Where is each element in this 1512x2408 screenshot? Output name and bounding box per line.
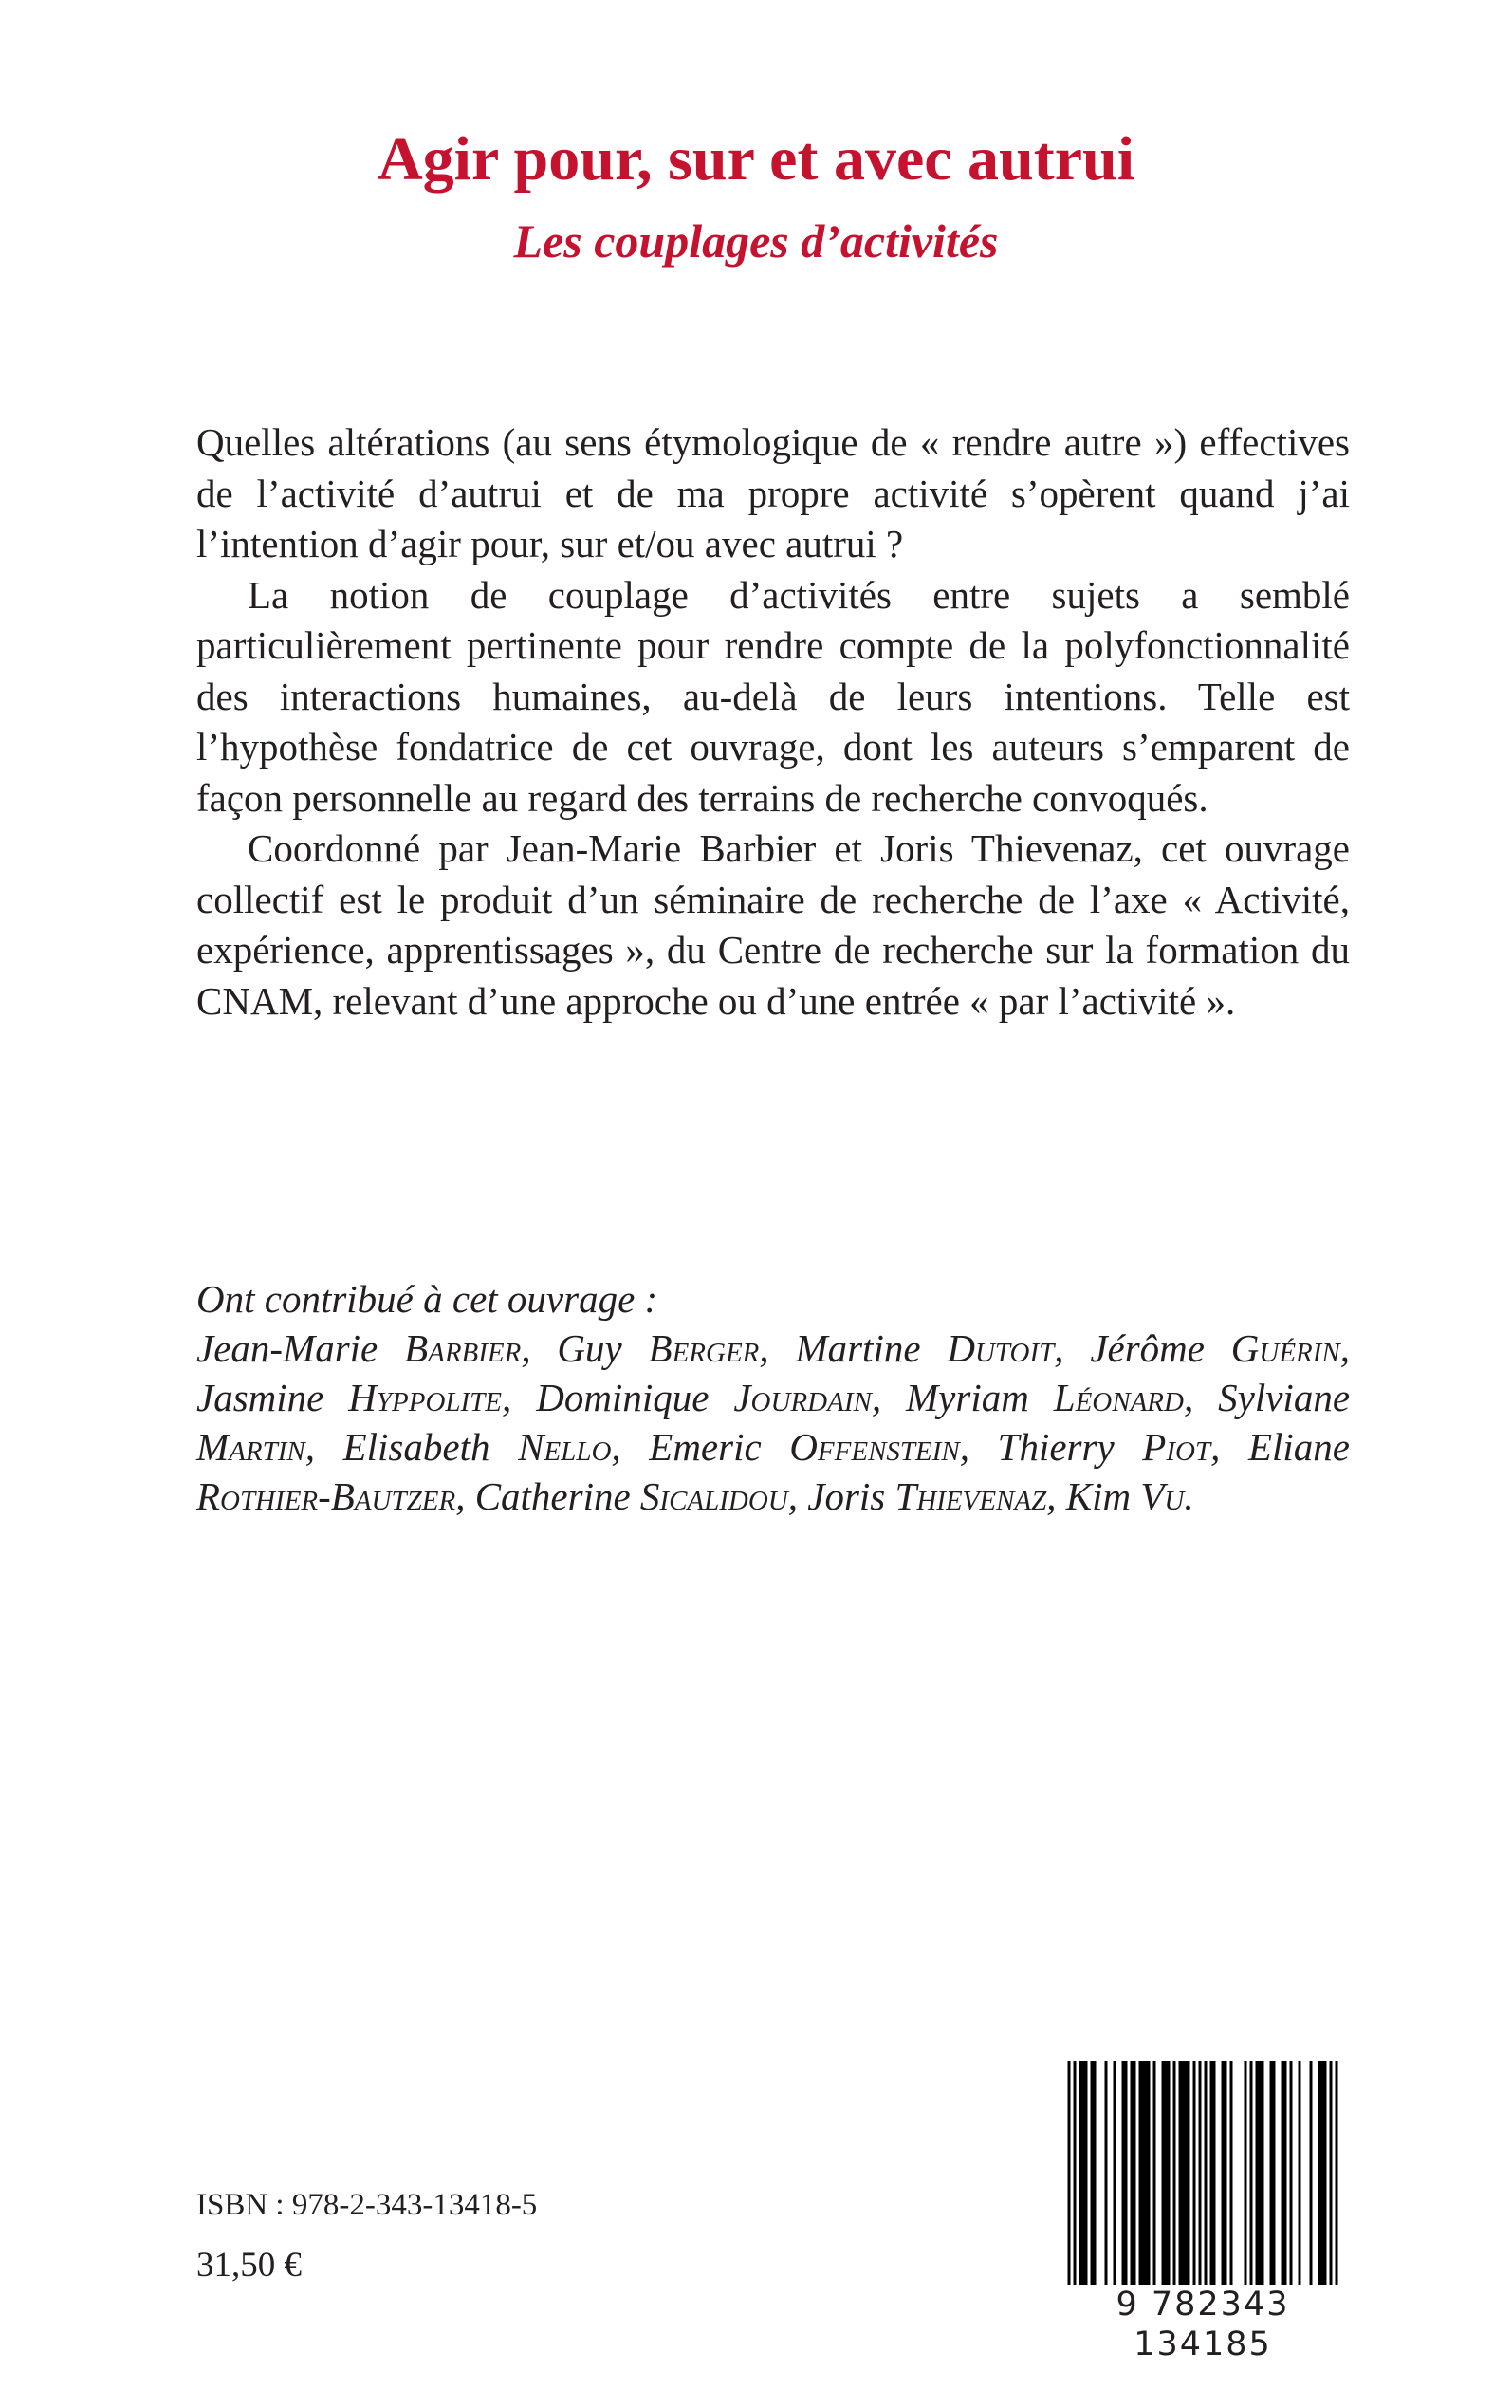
contributor-separator: , bbox=[759, 1326, 769, 1370]
barcode-bar bbox=[1082, 2061, 1085, 2287]
contributor-last-name: Rothier-Bautzer bbox=[196, 1474, 456, 1518]
barcode-bar bbox=[1148, 2061, 1151, 2287]
barcode-bar bbox=[1284, 2061, 1287, 2287]
contributor-last-name: Berger bbox=[648, 1326, 760, 1370]
barcode-bar bbox=[1250, 2061, 1253, 2287]
contributor-separator: , bbox=[1210, 1425, 1221, 1469]
barcode-bar bbox=[1153, 2061, 1156, 2287]
contributor-first-name: Martine bbox=[795, 1326, 948, 1370]
contributor bbox=[649, 1425, 969, 1469]
barcode-bar bbox=[1222, 2061, 1225, 2287]
barcode-bar bbox=[1299, 2061, 1301, 2287]
contributor-last-name: Offenstein bbox=[789, 1425, 960, 1469]
contributor-last-name: Piot bbox=[1142, 1425, 1211, 1469]
contributor bbox=[998, 1425, 1221, 1469]
barcode-bar bbox=[1225, 2061, 1227, 2287]
barcode-bars bbox=[1060, 2057, 1345, 2294]
barcode-bar bbox=[1079, 2061, 1082, 2287]
contributor-separator: , bbox=[1183, 1376, 1194, 1419]
isbn: ISBN : 978-2-343-13418-5 bbox=[196, 2188, 538, 2222]
blurb bbox=[196, 417, 1350, 1027]
contributor-separator: , bbox=[455, 1474, 466, 1518]
contributors-list bbox=[196, 1326, 1350, 1518]
barcode-bar bbox=[1245, 2061, 1247, 2287]
barcode-bar bbox=[1193, 2061, 1196, 2287]
contributor-last-name: Thievenaz bbox=[894, 1474, 1047, 1518]
barcode-bar bbox=[1310, 2061, 1313, 2287]
contributor-last-name: Martin bbox=[196, 1425, 305, 1469]
barcode-bar bbox=[1125, 2061, 1128, 2287]
barcode-bar bbox=[1199, 2061, 1202, 2294]
contributor-first-name: Thierry bbox=[997, 1425, 1143, 1469]
book-title: Agir pour, sur et avec autrui bbox=[377, 124, 1135, 194]
contributor-first-name: Jasmine bbox=[196, 1376, 349, 1419]
barcode-bar bbox=[1259, 2061, 1262, 2287]
barcode-bar bbox=[1139, 2061, 1142, 2287]
contributor-first-name: Emeric bbox=[649, 1425, 790, 1469]
barcode-bar bbox=[1162, 2061, 1165, 2287]
contributor-first-name: Elisabeth bbox=[342, 1425, 519, 1469]
contributor-last-name: Léonard bbox=[1053, 1376, 1184, 1419]
barcode-bar bbox=[1205, 2061, 1208, 2294]
contributor-last-name: Dutoit bbox=[947, 1326, 1055, 1370]
contributor-first-name: Eliane bbox=[1247, 1425, 1350, 1469]
contributor bbox=[343, 1425, 621, 1469]
barcode-digits: 9 782343 134185 bbox=[1060, 2285, 1345, 2364]
barcode-bar bbox=[1165, 2061, 1168, 2287]
barcode-bar bbox=[1179, 2061, 1182, 2287]
contributor-first-name: Catherine bbox=[474, 1474, 640, 1518]
barcode-bar bbox=[1270, 2061, 1273, 2287]
contributor-last-name: Guérin bbox=[1230, 1326, 1340, 1370]
contributor-last-name: Nello bbox=[518, 1425, 612, 1469]
barcode-bar bbox=[1091, 2061, 1094, 2287]
barcode-bar bbox=[1273, 2061, 1276, 2287]
contributor-last-name: Barbier bbox=[404, 1326, 522, 1370]
contributor-separator: , bbox=[871, 1376, 882, 1419]
blurb-paragraph-2: La notion de couplage d’activités entre sujets a semblé particulièrement pertinente pour rendre compte de la polyfonctionnalité des interactions humaines, au-delà de leurs intentions. Telle est l’hypothèse fondatrice de cet ouvrage, dont les auteurs s’emparent de façon personnelle au regard des terrains de recherche convoqués. bbox=[196, 572, 1350, 820]
contributor-separator: , bbox=[1046, 1474, 1057, 1518]
barcode-bar bbox=[1213, 2061, 1216, 2287]
contributor-first-name: Jean-Marie bbox=[196, 1326, 405, 1370]
contributor-first-name: Dominique bbox=[536, 1376, 734, 1419]
contributor bbox=[1090, 1326, 1350, 1370]
barcode-bar bbox=[1188, 2061, 1190, 2287]
barcode-bar bbox=[1324, 2061, 1327, 2287]
barcode-bar bbox=[1290, 2061, 1293, 2287]
barcode-bar bbox=[1122, 2061, 1125, 2287]
barcode bbox=[1060, 2057, 1345, 2363]
barcode-bar bbox=[1210, 2061, 1213, 2287]
contributor bbox=[196, 1376, 511, 1419]
contributors-label: Ont contribué à cet ouvrage : bbox=[196, 1277, 658, 1321]
contributor-separator: , bbox=[1054, 1326, 1064, 1370]
barcode-bar bbox=[1262, 2061, 1264, 2287]
contributor-first-name: Kim bbox=[1065, 1474, 1141, 1518]
contributor-first-name: Joris bbox=[807, 1474, 895, 1518]
contributors bbox=[196, 1274, 1350, 1521]
contributor-last-name: Hyppolite bbox=[348, 1376, 503, 1419]
blurb-paragraph-1: Quelles altérations (au sens étymologique de « rendre autre ») effectives de l’activité d’autrui et de ma propre activité s’opèrent quand j’ai l’intention d’agir pour, sur et/ou avec autrui ? bbox=[196, 420, 1350, 565]
barcode-bar bbox=[1068, 2061, 1071, 2294]
barcode-bar bbox=[1074, 2061, 1077, 2294]
barcode-bar bbox=[1256, 2061, 1259, 2287]
contributor bbox=[196, 1326, 531, 1370]
contributor-first-name: Guy bbox=[557, 1326, 649, 1370]
barcode-bar bbox=[1168, 2061, 1171, 2287]
contributor bbox=[795, 1326, 1063, 1370]
contributor bbox=[557, 1326, 768, 1370]
barcode-bar bbox=[1131, 2061, 1134, 2287]
blurb-paragraph-3: Coordonné par Jean-Marie Barbier et Joris Thievenaz, cet ouvrage collectif est le produit d’un séminaire de recherche de l’axe « Activité, expérience, apprentissages », du Centre de recherche sur la formation du CNAM, relevant d’une approche ou d’une entrée « par l’activité ». bbox=[196, 826, 1350, 1023]
barcode-bar bbox=[1094, 2061, 1097, 2287]
contributor bbox=[906, 1376, 1193, 1419]
barcode-bar bbox=[1185, 2061, 1188, 2287]
barcode-bar bbox=[1336, 2061, 1338, 2294]
barcode-bar bbox=[1318, 2061, 1321, 2287]
contributor-first-name: Sylviane bbox=[1218, 1376, 1351, 1419]
barcode-bar bbox=[1142, 2061, 1145, 2287]
contributor-separator: , bbox=[521, 1326, 531, 1370]
barcode-bar bbox=[1321, 2061, 1324, 2287]
contributor-separator: , bbox=[787, 1474, 799, 1518]
contributor-last-name: Vu bbox=[1140, 1474, 1185, 1518]
contributor-first-name: Myriam bbox=[906, 1376, 1054, 1419]
contributor-first-name: Jérôme bbox=[1090, 1326, 1231, 1370]
contributor-last-name: Sicalidou bbox=[639, 1474, 788, 1518]
barcode-bar bbox=[1182, 2061, 1185, 2287]
barcode-bar bbox=[1330, 2061, 1333, 2294]
contributor bbox=[475, 1474, 798, 1518]
contributor bbox=[536, 1376, 881, 1419]
contributor-separator: , bbox=[1339, 1326, 1351, 1370]
barcode-bar bbox=[1282, 2061, 1284, 2287]
contributor-separator: , bbox=[959, 1425, 970, 1469]
contributor bbox=[807, 1474, 1056, 1518]
barcode-bar bbox=[1230, 2061, 1233, 2287]
book-subtitle: Les couplages d’activités bbox=[513, 214, 999, 268]
contributor-separator: , bbox=[502, 1376, 512, 1419]
contributor bbox=[1066, 1474, 1194, 1518]
contributor-separator: , bbox=[304, 1425, 315, 1469]
barcode-bar bbox=[1145, 2061, 1148, 2287]
price: 31,50 € bbox=[196, 2246, 302, 2285]
barcode-bar bbox=[1085, 2061, 1088, 2287]
barcode-bar bbox=[1105, 2061, 1108, 2287]
contributor-separator: . bbox=[1184, 1474, 1194, 1518]
contributor-last-name: Jourdain bbox=[733, 1376, 872, 1419]
contributor-separator: , bbox=[611, 1425, 621, 1469]
barcode-bar bbox=[1173, 2061, 1176, 2287]
barcode-bar bbox=[1134, 2061, 1136, 2287]
barcode-bar bbox=[1114, 2061, 1116, 2287]
